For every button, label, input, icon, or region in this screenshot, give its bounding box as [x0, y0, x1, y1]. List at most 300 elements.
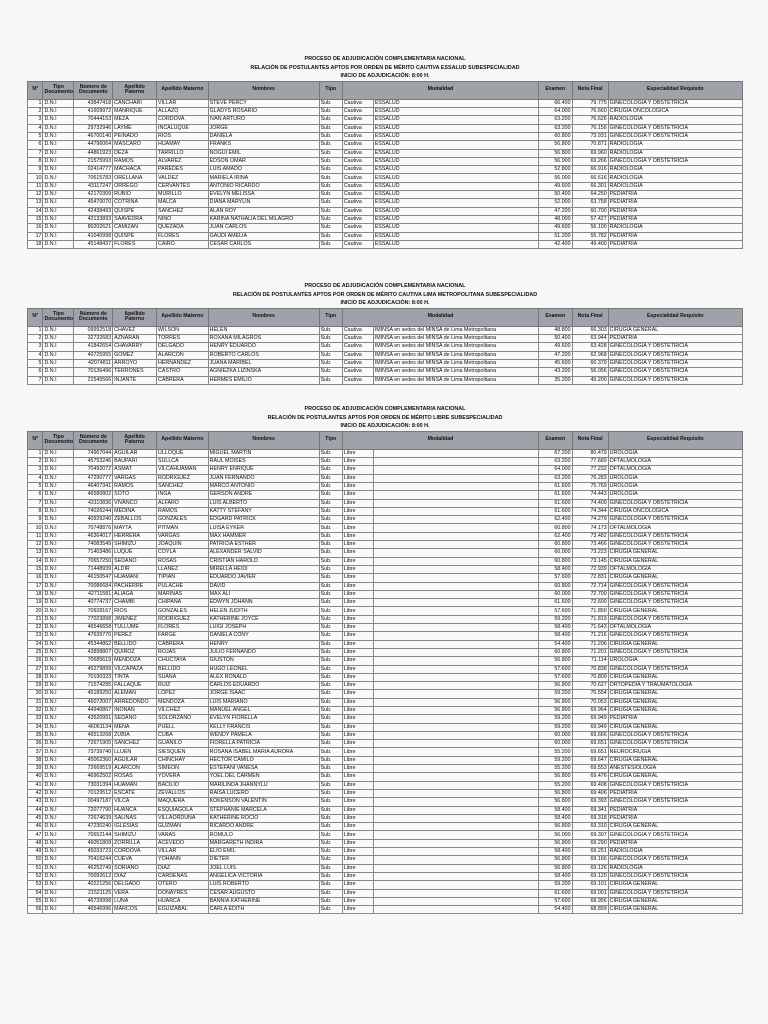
table-cell: 31: [28, 698, 43, 706]
table-cell: D.N.I: [43, 864, 74, 872]
table-cell: 70.871: [572, 141, 608, 149]
table-cell: ELIO EMIL: [208, 848, 319, 856]
table-cell: [373, 773, 538, 781]
table-cell: 58.400: [539, 632, 573, 640]
table-cell: 45.200: [572, 376, 608, 384]
table-cell: GOMEZ: [113, 351, 157, 359]
table-cell: BELLIDO: [113, 640, 157, 648]
table-cell: 27: [28, 665, 43, 673]
table-cell: D.N.I: [43, 582, 74, 590]
table-cell: 50: [28, 856, 43, 864]
table-cell: 7: [28, 149, 43, 157]
table-cell: 41842654: [74, 343, 113, 351]
table-row: [28, 640, 743, 648]
table-cell: QUISPE: [113, 232, 157, 240]
table-cell: 60.379: [572, 359, 608, 367]
table-cell: ACEVEDO: [157, 839, 209, 847]
table-cell: [373, 599, 538, 607]
table-cell: D.N.I: [43, 748, 74, 756]
table-cell: D.N.I: [43, 798, 74, 806]
table-cell: 5: [28, 359, 43, 367]
table-cell: NEUROCIRUGIA: [608, 748, 742, 756]
table-cell: CHUCTAYA: [157, 657, 209, 665]
table-cell: [373, 856, 538, 864]
table-cell: 47.200: [539, 207, 573, 215]
table-cell: [373, 798, 538, 806]
table-header-row: [28, 431, 743, 449]
table-cell: 1: [28, 326, 43, 334]
table-cell: [373, 848, 538, 856]
table-cell: 73.223: [572, 549, 608, 557]
table-cell: OFTALMOLOGIA: [608, 458, 742, 466]
table-cell: ESSALUD: [373, 166, 538, 174]
table-cell: 72077790: [74, 806, 113, 814]
column-header: Apellido Paterno: [113, 308, 157, 326]
table-cell: ORELLANA: [113, 174, 157, 182]
table-cell: Sub.: [319, 823, 342, 831]
table-cell: 60.000: [539, 731, 573, 739]
table-cell: CIRUGIA GENERAL: [608, 549, 742, 557]
table-cell: 38: [28, 756, 43, 764]
table-cell: RADIOLOGIA: [608, 116, 742, 124]
table-cell: [373, 665, 538, 673]
table-cell: YOHANN: [157, 856, 209, 864]
table-cell: 49.400: [572, 240, 608, 248]
table-cell: GINECOLOGIA Y OBSTETRICIA: [608, 516, 742, 524]
table-cell: [373, 789, 538, 797]
table-cell: GINECOLOGIA Y OBSTETRICIA: [608, 856, 742, 864]
table-cell: LAYME: [113, 124, 157, 132]
table-cell: RADIOLOGIA: [608, 224, 742, 232]
column-header: Nota Final: [572, 81, 608, 99]
table-row: [28, 814, 743, 822]
table-row: [28, 823, 743, 831]
table-cell: Libre: [342, 781, 373, 789]
applicants-table: [27, 431, 743, 915]
table-cell: 46051808: [74, 839, 113, 847]
table-cell: 73.931: [572, 132, 608, 140]
table-cell: 57.600: [539, 665, 573, 673]
table-cell: Sub.: [319, 132, 342, 140]
table-cell: CABRERA: [157, 376, 209, 384]
table-cell: 63.944: [572, 335, 608, 343]
table-cell: 69.964: [572, 706, 608, 714]
table-cell: 6: [28, 491, 43, 499]
table-cell: 45189250: [74, 690, 113, 698]
table-row: [28, 582, 743, 590]
table-cell: GINECOLOGIA Y OBSTETRICIA: [608, 368, 742, 376]
table-cell: Sub.: [319, 881, 342, 889]
table-cell: [373, 458, 538, 466]
table-cell: PEDIATRIA: [608, 814, 742, 822]
table-cell: 64.000: [539, 466, 573, 474]
column-header: N°: [28, 431, 43, 449]
table-cell: D.N.I: [43, 889, 74, 897]
table-cell: 61.600: [539, 507, 573, 515]
table-cell: Cautiva: [342, 326, 373, 334]
table-cell: Sub.: [319, 524, 342, 532]
table-cell: Libre: [342, 848, 373, 856]
table-cell: 55.200: [539, 781, 573, 789]
table-row: [28, 499, 743, 507]
table-cell: ANGELICA VICTORIA: [208, 872, 319, 880]
table-cell: HENRY ENRIQUE: [208, 466, 319, 474]
table-cell: D.N.I: [43, 532, 74, 540]
table-cell: ALEXANDER SALVID: [208, 549, 319, 557]
table-cell: Cautiva: [342, 174, 373, 182]
table-cell: ALDIR: [113, 565, 157, 573]
table-cell: 70416244: [74, 856, 113, 864]
table-cell: 2: [28, 335, 43, 343]
table-row: [28, 174, 743, 182]
table-row: [28, 682, 743, 690]
table-cell: 58.400: [539, 624, 573, 632]
table-cell: [373, 574, 538, 582]
table-cell: Sub.: [319, 191, 342, 199]
table-cell: YOEL DEL CARMEN: [208, 773, 319, 781]
column-header: Apellido Materno: [157, 81, 209, 99]
table-cell: Libre: [342, 740, 373, 748]
table-cell: 73031394: [74, 781, 113, 789]
table-cell: WILSON: [157, 326, 209, 334]
table-cell: 46364017: [74, 532, 113, 540]
table-cell: Libre: [342, 673, 373, 681]
table-cell: LUIS ALBERTO: [208, 499, 319, 507]
table-cell: 45470070: [74, 199, 113, 207]
table-row: [28, 715, 743, 723]
table-cell: 12: [28, 541, 43, 549]
table-row: [28, 872, 743, 880]
table-cell: 12: [28, 191, 43, 199]
table-cell: 71.114: [572, 657, 608, 665]
table-cell: IMINSA en sedes del MINSA de Lima Metropolitana: [373, 351, 538, 359]
table-cell: D.N.I: [43, 224, 74, 232]
table-cell: 19: [28, 599, 43, 607]
table-cell: D.N.I: [43, 458, 74, 466]
table-cell: 42711581: [74, 590, 113, 598]
table-cell: ESSALUD: [373, 108, 538, 116]
table-cell: 56.000: [539, 157, 573, 165]
table-cell: 35.200: [539, 376, 573, 384]
table-cell: 21575993: [74, 157, 113, 165]
table-cell: ESCATE: [113, 789, 157, 797]
table-cell: JUANA MARIBEL: [208, 359, 319, 367]
table-cell: EDWYN JOHANN: [208, 599, 319, 607]
table-cell: 47230240: [74, 823, 113, 831]
table-cell: Sub.: [319, 482, 342, 490]
table-cell: MAYTA: [113, 524, 157, 532]
table-cell: Libre: [342, 474, 373, 482]
table-cell: Sub.: [319, 872, 342, 880]
table-cell: GUANILO: [157, 740, 209, 748]
table-cell: 17: [28, 582, 43, 590]
table-cell: Sub.: [319, 607, 342, 615]
table-cell: GINECOLOGIA Y OBSTETRICIA: [608, 590, 742, 598]
table-cell: KELLY FRANCIS: [208, 723, 319, 731]
table-cell: PULACHE: [157, 582, 209, 590]
table-cell: ALVAREZ: [157, 157, 209, 165]
table-cell: TINTA: [113, 673, 157, 681]
table-cell: 5: [28, 132, 43, 140]
table-cell: 10: [28, 174, 43, 182]
table-cell: 69.290: [572, 839, 608, 847]
table-cell: 56.800: [539, 856, 573, 864]
table-cell: Sub.: [319, 199, 342, 207]
table-cell: 56.800: [539, 864, 573, 872]
table-cell: ESTEFANI VANESA: [208, 765, 319, 773]
table-cell: RADIOLOGIA: [608, 174, 742, 182]
table-cell: 59.200: [539, 756, 573, 764]
table-cell: IMINSA en sedes del MINSA de Lima Metropolitana: [373, 326, 538, 334]
table-row: [28, 657, 743, 665]
table-cell: Sub.: [319, 715, 342, 723]
table-cell: Sub.: [319, 781, 342, 789]
table-cell: Libre: [342, 624, 373, 632]
table-cell: Sub.: [319, 351, 342, 359]
table-cell: D.N.I: [43, 814, 74, 822]
table-cell: Sub.: [319, 789, 342, 797]
table-cell: RADIOLOGIA: [608, 141, 742, 149]
table-cell: D.N.I: [43, 166, 74, 174]
table-cell: SALINAS: [113, 814, 157, 822]
table-cell: DIAZ: [157, 864, 209, 872]
table-row: [28, 624, 743, 632]
table-cell: Sub.: [319, 240, 342, 248]
table-cell: CRISTIAN HAROLD: [208, 557, 319, 565]
table-cell: D.N.I: [43, 906, 74, 914]
table-cell: 71448939: [74, 565, 113, 573]
table-cell: Libre: [342, 632, 373, 640]
table-row: [28, 458, 743, 466]
table-cell: [373, 673, 538, 681]
table-cell: 76.156: [572, 124, 608, 132]
table-row: [28, 889, 743, 897]
table-cell: HUGO LEONEL: [208, 665, 319, 673]
table-cell: 41609972: [74, 108, 113, 116]
table-cell: 47.200: [539, 351, 573, 359]
table-cell: D.N.I: [43, 632, 74, 640]
table-cell: GUZMAN: [157, 823, 209, 831]
table-cell: [373, 831, 538, 839]
table-cell: [373, 449, 538, 457]
table-cell: Sub.: [319, 582, 342, 590]
column-header: Nota Final: [572, 308, 608, 326]
table-cell: 4: [28, 474, 43, 482]
table-cell: Sub.: [319, 549, 342, 557]
table-cell: D.N.I: [43, 491, 74, 499]
table-cell: 35: [28, 731, 43, 739]
table-cell: Sub.: [319, 765, 342, 773]
table-cell: D.N.I: [43, 199, 74, 207]
table-cell: [373, 466, 538, 474]
table-cell: 72674639: [74, 814, 113, 822]
column-header: Especialidad Requisito: [608, 81, 742, 99]
table-cell: 70748876: [74, 524, 113, 532]
table-cell: [373, 723, 538, 731]
table-cell: Libre: [342, 773, 373, 781]
table-cell: D.N.I: [43, 706, 74, 714]
table-cell: Libre: [342, 897, 373, 905]
table-cell: CIRUGIA GENERAL: [608, 557, 742, 565]
table-row: [28, 224, 743, 232]
table-cell: FLORES: [113, 240, 157, 248]
table-cell: Cautiva: [342, 132, 373, 140]
table-cell: AZNARAN: [113, 335, 157, 343]
table-cell: Cautiva: [342, 215, 373, 223]
table-row: [28, 698, 743, 706]
table-cell: DELGADO: [113, 881, 157, 889]
table-cell: SANCHEZ: [157, 207, 209, 215]
table-cell: GINECOLOGIA Y OBSTETRICIA: [608, 132, 742, 140]
table-cell: 22: [28, 624, 43, 632]
table-cell: 66.916: [572, 166, 608, 174]
table-cell: CHAMBI: [113, 599, 157, 607]
table-cell: 69.101: [572, 881, 608, 889]
table-row: [28, 157, 743, 165]
table-cell: OFTALMOLOGIA: [608, 524, 742, 532]
table-cell: Cautiva: [342, 359, 373, 367]
table-cell: MANUEL ANGEL: [208, 706, 319, 714]
table-cell: PITMAN: [157, 524, 209, 532]
table-row: [28, 748, 743, 756]
table-cell: 70928167: [74, 607, 113, 615]
table-cell: 57.600: [539, 673, 573, 681]
table-cell: GLADYS ROSARIO: [208, 108, 319, 116]
table-cell: 50.400: [539, 191, 573, 199]
table-cell: 74083549: [74, 541, 113, 549]
table-cell: IVAN ARTURO: [208, 116, 319, 124]
table-cell: KATHERINE ROCIO: [208, 814, 319, 822]
table-cell: 7: [28, 499, 43, 507]
table-cell: HUAMANI: [113, 574, 157, 582]
table-cell: Sub.: [319, 557, 342, 565]
table-cell: MURILLO: [157, 191, 209, 199]
table-cell: D.N.I: [43, 524, 74, 532]
table-cell: 20: [28, 607, 43, 615]
table-cell: 23: [28, 632, 43, 640]
table-cell: 40725955: [74, 351, 113, 359]
table-cell: IMINSA en sedes del MINSA de Lima Metropolitana: [373, 335, 538, 343]
table-cell: [373, 781, 538, 789]
table-cell: 62.400: [539, 516, 573, 524]
table-cell: 74.344: [572, 507, 608, 515]
table-cell: PEDIATRIA: [608, 215, 742, 223]
table-row: [28, 116, 743, 124]
table-cell: HECTOR CAMILO: [208, 756, 319, 764]
table-cell: Sub.: [319, 856, 342, 864]
table-cell: KATHERINE JOYCE: [208, 615, 319, 623]
table-cell: Libre: [342, 590, 373, 598]
table-cell: CIRUGIA GENERAL: [608, 897, 742, 905]
table-cell: 71.201: [572, 648, 608, 656]
table-cell: D.N.I: [43, 232, 74, 240]
table-cell: 73.145: [572, 557, 608, 565]
table-cell: Cautiva: [342, 224, 373, 232]
table-cell: CIRUGIA GENERAL: [608, 690, 742, 698]
table-cell: 60.800: [539, 524, 573, 532]
table-cell: DAVID: [208, 582, 319, 590]
table-cell: LUIS MARIANO: [208, 698, 319, 706]
table-cell: PEDIATRIA: [608, 715, 742, 723]
table-cell: Sub.: [319, 149, 342, 157]
table-cell: ESSALUD: [373, 215, 538, 223]
table-cell: [373, 897, 538, 905]
table-cell: LLANEZ: [157, 565, 209, 573]
table-cell: 69.266: [572, 157, 608, 165]
table-row: [28, 864, 743, 872]
table-cell: Libre: [342, 682, 373, 690]
table-cell: Libre: [342, 756, 373, 764]
table-cell: CIRUGIA GENERAL: [608, 756, 742, 764]
table-row: [28, 765, 743, 773]
table-cell: SOTO: [113, 491, 157, 499]
table-cell: 76.626: [572, 116, 608, 124]
table-cell: 43117247: [74, 182, 113, 190]
table-cell: D.N.I: [43, 756, 74, 764]
table-cell: ROSAS: [157, 557, 209, 565]
table-row: [28, 831, 743, 839]
table-cell: 37: [28, 748, 43, 756]
table-cell: 72.939: [572, 565, 608, 573]
table-cell: MANRIQUE: [113, 108, 157, 116]
table-cell: SEDANO: [113, 557, 157, 565]
table-cell: Sub.: [319, 224, 342, 232]
table-cell: Sub.: [319, 864, 342, 872]
table-cell: ORREGO: [113, 182, 157, 190]
table-row: [28, 368, 743, 376]
table-cell: Sub.: [319, 698, 342, 706]
table-row: [28, 359, 743, 367]
table-cell: 41040998: [74, 232, 113, 240]
table-cell: VILCHEZ: [157, 706, 209, 714]
table-cell: [373, 823, 538, 831]
table-cell: GINECOLOGIA Y OBSTETRICIA: [608, 499, 742, 507]
table-cell: Sub.: [319, 632, 342, 640]
table-cell: QUEZADA: [157, 224, 209, 232]
table-cell: 69.476: [572, 773, 608, 781]
table-cell: D.N.I: [43, 682, 74, 690]
table-cell: ESQUIAGOLA: [157, 806, 209, 814]
table-cell: 69.341: [572, 806, 608, 814]
table-cell: 63.200: [539, 116, 573, 124]
column-header: Nombres: [208, 308, 319, 326]
table-cell: SANCHEZ: [157, 482, 209, 490]
table-cell: D.N.I: [43, 731, 74, 739]
table-cell: 25: [28, 648, 43, 656]
column-header: Especialidad Requisito: [608, 431, 742, 449]
table-cell: Libre: [342, 715, 373, 723]
table-cell: DONAYRES: [157, 889, 209, 897]
table-cell: D.N.I: [43, 607, 74, 615]
table-cell: 74.443: [572, 491, 608, 499]
table-row: [28, 541, 743, 549]
table-cell: D.N.I: [43, 549, 74, 557]
table-row: [28, 516, 743, 524]
table-cell: 60.000: [539, 740, 573, 748]
table-cell: 3: [28, 343, 43, 351]
table-cell: Libre: [342, 507, 373, 515]
section-title-line: INICIO DE ADJUDICACIÓN: 8:00 H.: [340, 73, 430, 80]
table-cell: D.N.I: [43, 557, 74, 565]
table-cell: MAX ALI: [208, 590, 319, 598]
table-cell: 57.600: [539, 607, 573, 615]
table-row: [28, 565, 743, 573]
table-cell: SOLORZANO: [157, 715, 209, 723]
applicants-table: [27, 308, 743, 385]
table-cell: OFTALMOLOGIA: [608, 565, 742, 573]
table-cell: 70.809: [572, 673, 608, 681]
table-cell: CIRUGIA GENERAL: [608, 723, 742, 731]
